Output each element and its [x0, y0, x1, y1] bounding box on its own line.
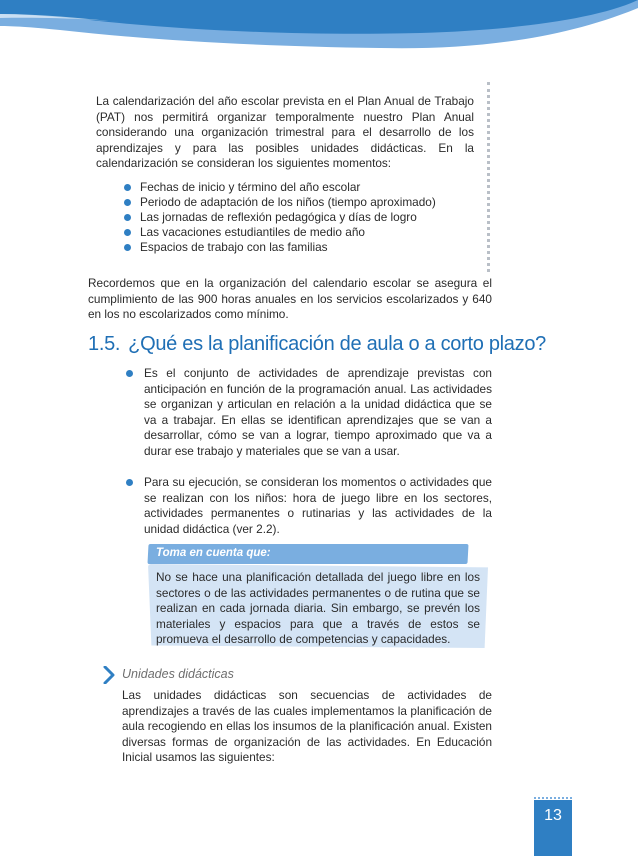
list-item: Fechas de inicio y término del año escolar — [120, 180, 474, 195]
section-heading — [88, 333, 546, 356]
tip-text: No se hace una planificación detallada del juego libre en los sectores o de las actividades permanentes o de rutina que se realizan en cada jornada diaria. Sin embargo, se prevén los materiales y espacios para que a través de estos se promueva el desarrollo de competencias y capacidades. — [156, 570, 480, 646]
calendar-paragraph: Recordemos que en la organización del calendario escolar se asegura el cumplimiento de las 900 horas anuales en los servicios escolarizados y 640 en los no escolarizados como mínimo. — [88, 276, 492, 321]
page-number-dots — [534, 797, 572, 799]
tip-callout — [148, 544, 490, 650]
moments-list — [120, 180, 474, 255]
intro-box-border — [487, 82, 490, 272]
intro-text: La calendarización del año escolar prevista en el Plan Anual de Trabajo (PAT) nos permitirá organizar temporalmente nuestro Plan Anual considerando una organización trimestral para el desarrollo de los aprendizajes y para las posibles unidades didácticas. En la calendarización se consideran los siguientes momentos: — [96, 94, 474, 170]
subsection-title: Unidades didácticas — [122, 667, 234, 681]
subsection-text: Las unidades didácticas son secuencias de actividades de aprendizajes a través de las cuales implementamos la planificación de aula recogiendo en ellas los insumos de la planificación anual. Existen diversas formas de organización de las actividades. En Educación Inicial usamos las siguientes: — [122, 688, 492, 764]
intro-box — [96, 94, 474, 255]
section-number: 1.5. — [88, 333, 121, 355]
list-item: Periodo de adaptación de los niños (tiempo aproximado) — [120, 195, 474, 210]
list-item: Las jornadas de reflexión pedagógica y días de logro — [120, 210, 474, 225]
list-item: Es el conjunto de actividades de aprendizaje previstas con anticipación en función de la programación anual. Las actividades se organizan y articulan en relación a la unidad didáctica que se va a trabajar. En ellas se identifican aprendizajes que se van a desarrollar, cómo se van a lograr, tiempo aproximado que va a durar ese trabajo y materiales que se van a usar. — [124, 366, 492, 459]
section-title: ¿Qué es la planificación de aula o a corto plazo? — [128, 333, 546, 355]
tip-heading: Toma en cuenta que: — [156, 547, 271, 559]
page-number-tab — [534, 800, 572, 856]
header-wave-decoration — [0, 0, 638, 75]
list-item: Espacios de trabajo con las familias — [120, 240, 474, 255]
page-number: 13 — [544, 807, 562, 824]
list-item: Para su ejecución, se consideran los momentos o actividades que se realizan con los niños: hora de juego libre en los sectores, actividades permanentes o rutinarias y las actividades de la unidad didáctica (ver 2.2). — [124, 475, 492, 537]
section-bullets — [124, 366, 492, 537]
list-item: Las vacaciones estudiantiles de medio año — [120, 225, 474, 240]
chevron-right-icon — [103, 666, 115, 684]
